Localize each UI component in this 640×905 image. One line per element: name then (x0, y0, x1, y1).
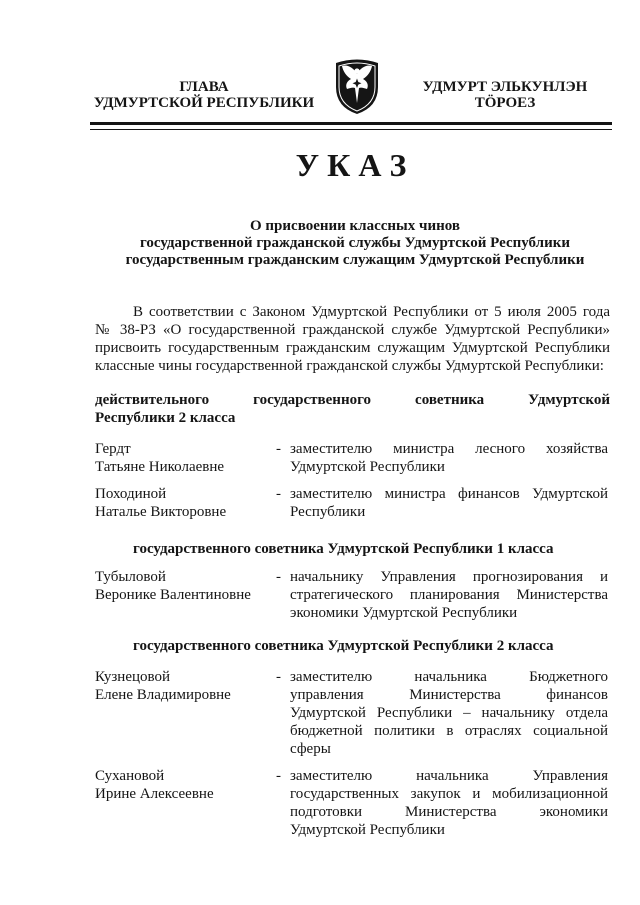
position-line: Республики (290, 504, 366, 520)
subject-line: О присвоении классных чинов (250, 218, 460, 234)
recipient-given-names: Елене Владимировне (95, 687, 231, 703)
position-line: заместителю министра финансов Удмуртской (290, 486, 608, 502)
position-line: бюджетной политики в отраслях социальной (290, 723, 608, 739)
position-line: Удмуртской Республики – начальнику отдела (290, 705, 608, 721)
position-line: сферы (290, 741, 331, 757)
recipient-given-names: Ирине Алексеевне (95, 786, 214, 802)
document-title: У К А З (295, 147, 407, 183)
issuer-title-line: ГЛАВА (179, 79, 229, 95)
subject-line: государственным гражданским служащим Удмуртской Республики (125, 252, 585, 268)
rank-heading-line: государственного советника Удмуртской Республики 1 класса (133, 541, 554, 557)
recipient-position (290, 440, 608, 476)
preamble-paragraph (95, 303, 610, 375)
preamble-line: присвоить государственным гражданским служащим Удмуртской Республики (95, 340, 610, 356)
position-line: заместителю начальника Управления (290, 768, 608, 784)
position-line: Удмуртской Республики (290, 822, 445, 838)
dash-separator: - (276, 569, 281, 585)
recipient-position (290, 485, 608, 521)
recipient-surname: Кузнецовой (95, 669, 171, 685)
position-line: заместителю министра лесного хозяйства (290, 441, 608, 457)
position-line: начальнику Управления прогнозирования и (290, 569, 608, 585)
recipient-surname: Походиной (95, 486, 167, 502)
recipient-surname: Тубыловой (95, 569, 166, 585)
recipient-name (95, 668, 273, 704)
issuer-title-line: ТӦРОЕЗ (474, 95, 536, 111)
recipient-given-names: Татьяне Николаевне (95, 459, 225, 475)
recipient-position (290, 668, 608, 758)
preamble-line: В соответствии с Законом Удмуртской Республики от 5 июля 2005 года (133, 304, 610, 320)
position-line: государственных закупок и мобилизационной (290, 786, 608, 802)
dash-separator: - (276, 768, 281, 784)
position-line: подготовки Министерства экономики (290, 804, 608, 820)
rank-heading (133, 637, 610, 655)
rank-heading-line: государственного советника Удмуртской Республики 2 класса (133, 638, 554, 654)
issuer-title-line: УДМУРТ ЭЛЬКУНЛЭН (422, 79, 588, 95)
rank-heading (95, 391, 610, 427)
position-line: экономики Удмуртской Республики (290, 605, 518, 621)
preamble-line: классные чины государственной гражданской службы Удмуртской Республики: (95, 358, 604, 374)
preamble-line: № 38-РЗ «О государственной гражданской службе Удмуртской Республики» (95, 322, 610, 338)
recipient-surname: Сухановой (95, 768, 165, 784)
recipient-name (95, 767, 273, 803)
position-line: стратегического планирования Министерства (290, 587, 608, 603)
header-rule-thin (90, 129, 612, 130)
recipient-name (95, 485, 273, 521)
issuer-title-udmurt (395, 79, 615, 111)
issuer-title-russian (88, 79, 320, 111)
header-rule-thick (90, 122, 612, 125)
subject-line: государственной гражданской службы Удмуртской Республики (139, 235, 571, 251)
recipient-position (290, 568, 608, 622)
recipient-given-names: Наталье Викторовне (95, 504, 227, 520)
position-line: управления Министерства финансов (290, 687, 608, 703)
document-subject (90, 218, 620, 269)
dash-separator: - (276, 669, 281, 685)
rank-heading-line: действительного государственного советника Удмуртской (95, 392, 610, 408)
position-line: заместителю начальника Бюджетного (290, 669, 608, 685)
dash-separator: - (276, 486, 281, 502)
recipient-surname: Гердт (95, 441, 131, 457)
recipient-given-names: Веронике Валентиновне (95, 587, 251, 603)
rank-heading (133, 540, 610, 558)
rank-heading-line: Республики 2 класса (95, 410, 236, 426)
position-line: Удмуртской Республики (290, 459, 445, 475)
issuer-title-line: УДМУРТСКОЙ РЕСПУБЛИКИ (93, 95, 315, 111)
recipient-name (95, 440, 273, 476)
dash-separator: - (276, 441, 281, 457)
recipient-position (290, 767, 608, 839)
coat-of-arms-icon (332, 57, 382, 115)
recipient-name (95, 568, 273, 604)
